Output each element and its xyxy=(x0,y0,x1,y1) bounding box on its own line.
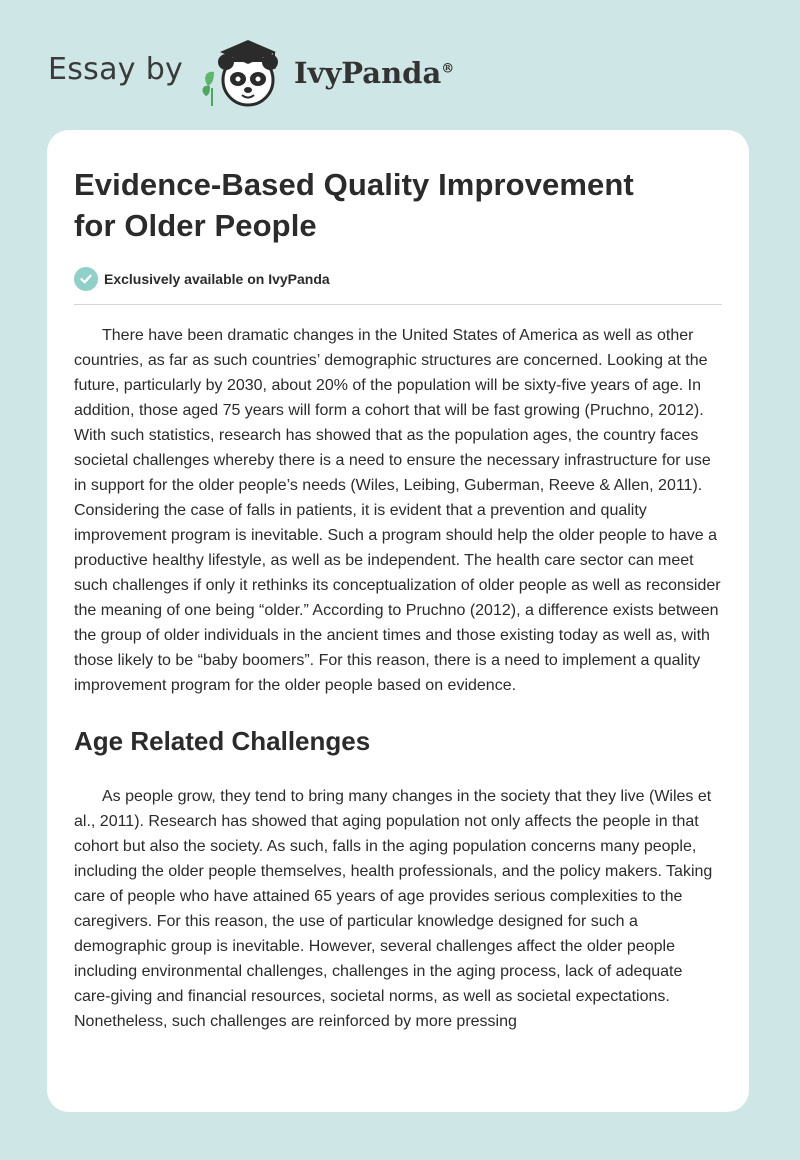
check-icon xyxy=(74,267,98,291)
divider xyxy=(74,304,722,305)
brand-name[interactable]: IvyPanda® xyxy=(294,56,455,90)
essay-by-label: Essay by xyxy=(48,52,184,87)
paragraph-2: As people grow, they tend to bring many changes in the society that they live (Wiles et al., 2011). Research has showed that aging population not only affects the people in that cohort but also the society. As such, falls in the aging population concerns many people, including the older people themselves, health professionals, and the policy makers. Taking care of people who have attained 65 years of age provides serious complexities to the caregivers. For this reason, the use of particular knowledge designed for such a demographic group is inevitable. However, several challenges affect the older people including environmental challenges, challenges in the aging process, lack of adequate care-giving and financial resources, societal norms, as well as societal expectations. Nonetheless, such challenges are reinforced by more pressing xyxy=(74,788,713,1030)
page-title xyxy=(74,164,722,246)
title-line-1: Evidence-Based Quality Improvement xyxy=(74,167,634,202)
title-line-2: for Older People xyxy=(74,208,317,243)
site-header xyxy=(48,34,752,114)
essay-card xyxy=(47,130,749,1112)
panda-graduate-icon[interactable] xyxy=(200,34,290,110)
exclusive-badge xyxy=(74,264,722,294)
section-heading: Age Related Challenges xyxy=(74,726,371,756)
badge-text: Exclusively available on IvyPanda xyxy=(104,271,330,287)
paragraph-1: There have been dramatic changes in the United States of America as well as other countries, as far as such countries’ demographic structures are concerned. Looking at the future, particularly by 2030, about 20% of the population will be sixty-five years of age. In addition, those aged 75 years will form a cohort that will be fast growing (Pruchno, 2012). With such statistics, research has showed that as the population ages, the country faces societal challenges whereby there is a need to ensure the necessary infrastructure for use in support for the older people’s needs (Wiles, Leibing, Guberman, Reeve & Allen, 2011). Considering the case of falls in patients, it is evident that a prevention and quality improvement program is inevitable. Such a program should help the older people to have a productive healthy lifestyle, as well as be independent. The health care sector can meet such challenges if only it rethinks its conceptualization of older people as well as reconsider the meaning of one being “older.” According to Pruchno (2012), a difference exists between the group of older individuals in the ancient times and those existing today as well as, with those likely to be “baby boomers”. For this reason, there is a need to implement a quality improvement program for the older people based on evidence. xyxy=(74,327,721,694)
